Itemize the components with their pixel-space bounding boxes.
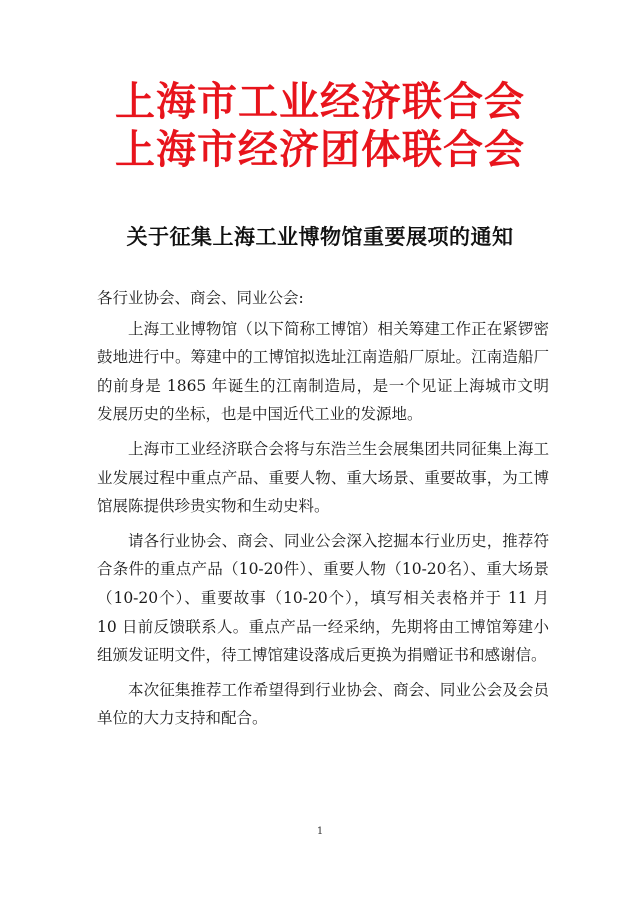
body-paragraph-4: 本次征集推荐工作希望得到行业协会、商会、同业公会及会员单位的大力支持和配合。: [97, 680, 549, 728]
salutation: 各行业协会、商会、同业公会:: [97, 289, 304, 307]
document-title: 关于征集上海工业博物馆重要展项的通知: [126, 224, 514, 249]
body-paragraph-2: 上海市工业经济联合会将与东浩兰生会展集团共同征集上海工业发展过程中重点产品、重要人物、重大场景、重要故事，为工博馆展陈提供珍贵实物和生动史料。: [97, 439, 549, 516]
document-body: [97, 284, 549, 739]
organization-name-1: 上海市工业经济联合会: [115, 78, 525, 125]
page-number: 1: [316, 826, 324, 837]
body-paragraph-3: 请各行业协会、商会、同业公会深入挖掘本行业历史，推荐符合条件的重点产品（10-20件）、重要人物（10-20名）、重大场景（10-20个）、重要故事（10-20个），填写相关表格并于 11 月 10 日前反馈联系人。重点产品一经采纳，先期将由工博馆筹建小组颁发证明文件，待工博馆建设落成后更换为捐赠证书和感谢信。: [97, 531, 549, 665]
organization-header: [0, 78, 640, 174]
organization-name-2: 上海市经济团体联合会: [115, 126, 525, 173]
body-paragraph-1: 上海工业博物馆（以下简称工博馆）相关筹建工作正在紧锣密鼓地进行中。筹建中的工博馆拟选址江南造船厂原址。江南造船厂的前身是 1865 年诞生的江南制造局，是一个见证上海城市文明发展历史的坐标，也是中国近代工业的发源地。: [97, 319, 549, 424]
